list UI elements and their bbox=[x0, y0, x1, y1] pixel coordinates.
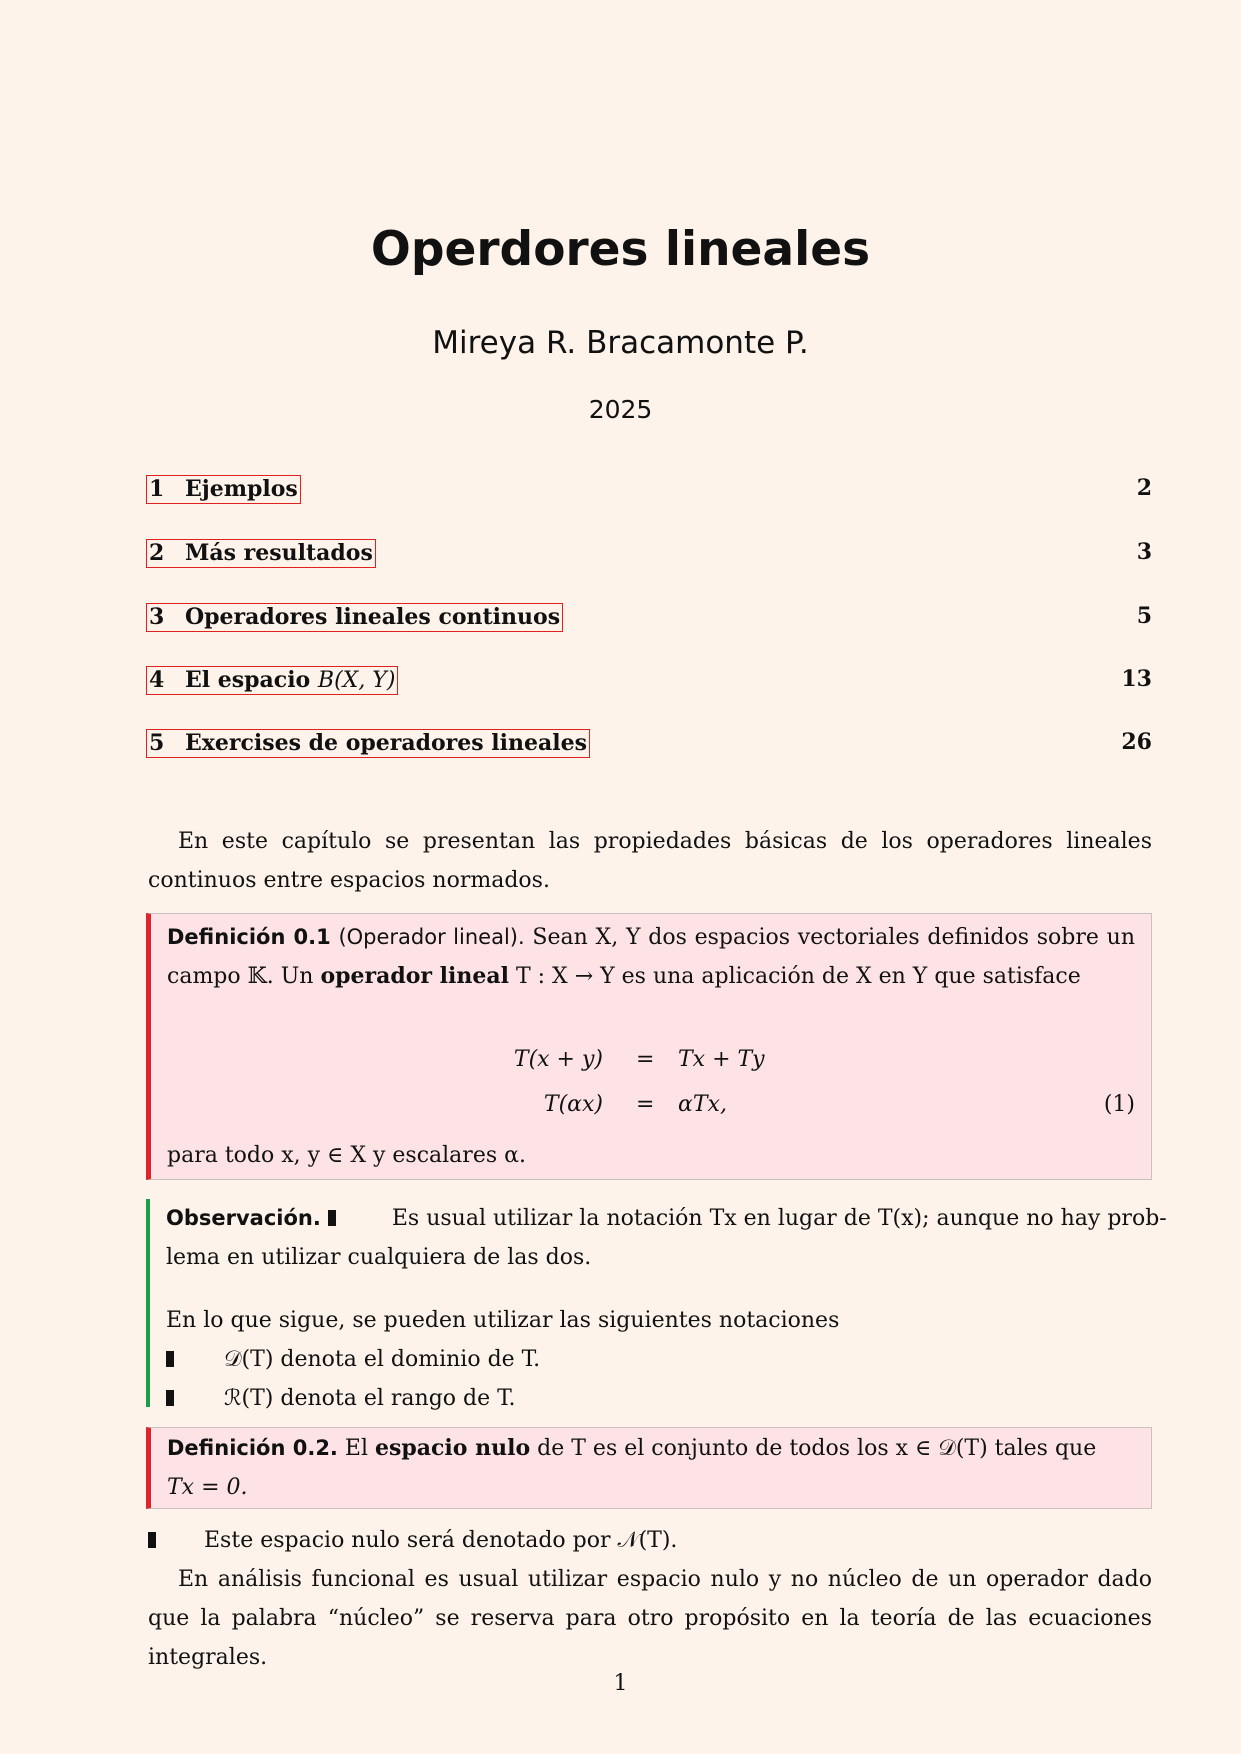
document-author: Mireya R. Bracamonte P. bbox=[432, 325, 809, 361]
document-title: Operdores lineales bbox=[370, 222, 871, 277]
equation-sign: = bbox=[636, 1092, 655, 1117]
toc-number: 4 bbox=[149, 667, 165, 693]
equation-number: (1) bbox=[1103, 1092, 1135, 1117]
square-bullet-icon bbox=[166, 1351, 174, 1367]
definition-term: espacio nulo bbox=[375, 1435, 531, 1461]
equation-left: T(αx) bbox=[543, 1092, 603, 1117]
intro-paragraph: En este capítulo se presentan las propiedades básicas de los operadores lineales continuos entre espacios normados. bbox=[148, 829, 1152, 893]
definition-line-text: campo 𝕂. Un bbox=[167, 964, 314, 989]
equation-left: T(x + y) bbox=[513, 1047, 603, 1072]
square-bullet-icon bbox=[166, 1390, 174, 1406]
toc-link-exercises[interactable] bbox=[146, 729, 590, 758]
toc-number: 5 bbox=[149, 730, 165, 756]
toc-number: 3 bbox=[149, 604, 165, 630]
toc-link-espacio-bxy[interactable] bbox=[146, 666, 398, 695]
list-item-text: 𝒟(T) denota el dominio de T. bbox=[224, 1347, 541, 1372]
toc-label: Operadores lineales continuos bbox=[185, 604, 561, 630]
note-line bbox=[148, 1521, 1152, 1560]
observation-label: Observación. bbox=[166, 1206, 321, 1230]
definition-line-text: Sean X, Y dos espacios vectoriales definidos sobre un bbox=[532, 925, 1135, 950]
note-text: Este espacio nulo será denotado por 𝒩(T). bbox=[204, 1528, 678, 1553]
definition-line bbox=[167, 918, 1135, 957]
list-item bbox=[166, 1379, 1152, 1418]
observation-line bbox=[166, 1199, 1167, 1238]
toc-link-mas-resultados[interactable] bbox=[146, 539, 376, 568]
definition-label: Definición 0.1 bbox=[167, 925, 331, 949]
definition-line bbox=[167, 957, 1135, 996]
toc-entry bbox=[146, 475, 1152, 505]
observation-text bbox=[166, 1199, 1167, 1418]
toc-label: Más resultados bbox=[185, 540, 373, 566]
definition-text bbox=[167, 1429, 1135, 1507]
square-bullet-icon bbox=[148, 1532, 156, 1548]
toc-label: Ejemplos bbox=[185, 476, 298, 502]
page-number: 1 bbox=[613, 1671, 628, 1696]
definition-line-text: T : X → Y es una aplicación de X en Y que satisface bbox=[515, 964, 1081, 989]
toc-page-number: 5 bbox=[1136, 603, 1152, 629]
equation-right: Tx + Ty bbox=[678, 1047, 765, 1072]
toc-page-number: 13 bbox=[1121, 666, 1152, 692]
definition-box bbox=[146, 913, 1152, 1180]
list-item-text: ℛ(T) denota el rango de T. bbox=[224, 1386, 516, 1411]
toc-entry bbox=[146, 729, 1152, 759]
square-bullet-icon bbox=[328, 1210, 336, 1226]
definition-label: Definición 0.2. bbox=[167, 1436, 338, 1460]
definition-line-text: El bbox=[344, 1436, 369, 1461]
definition-line-text: de T es el conjunto de todos los x ∈ 𝒟(T) tales que bbox=[537, 1436, 1097, 1461]
toc-entry bbox=[146, 603, 1152, 633]
observation-box bbox=[146, 1199, 1167, 1411]
toc-label-math: B(X, Y) bbox=[317, 668, 396, 693]
definition-box bbox=[146, 1427, 1152, 1509]
definition-closing: para todo x, y ∈ X y escalares α. bbox=[167, 1143, 526, 1168]
toc-label: Exercises de operadores lineales bbox=[185, 730, 587, 756]
equation-sign: = bbox=[636, 1047, 655, 1072]
definition-line: Tx = 0. bbox=[167, 1475, 248, 1500]
definition-text bbox=[167, 918, 1135, 996]
toc-label: El espacio bbox=[185, 667, 311, 693]
toc-page-number: 3 bbox=[1136, 539, 1152, 565]
list-item bbox=[166, 1340, 1152, 1379]
observation-line-text: Es usual utilizar la notación Tx en lugar de T(x); aunque no hay prob- bbox=[391, 1206, 1167, 1231]
toc-page-number: 26 bbox=[1121, 729, 1152, 755]
toc-entry bbox=[146, 666, 1152, 696]
document-year: 2025 bbox=[588, 395, 653, 424]
toc-link-ejemplos[interactable] bbox=[146, 475, 301, 504]
closing-paragraph: En análisis funcional es usual utilizar espacio nulo y no núcleo de un operador dado que la palabra “núcleo” se reserva para otro propósito en la teoría de las ecuaciones integrales. bbox=[148, 1567, 1152, 1670]
definition-subtitle: (Operador lineal). bbox=[338, 925, 525, 949]
toc-page-number: 2 bbox=[1136, 475, 1152, 501]
observation-line: lema en utilizar cualquiera de las dos. bbox=[166, 1245, 592, 1270]
toc-entry bbox=[146, 539, 1152, 569]
toc-number: 2 bbox=[149, 540, 165, 566]
toc-link-operadores-continuos[interactable] bbox=[146, 603, 563, 632]
definition-term: operador lineal bbox=[320, 963, 509, 989]
observation-line: En lo que sigue, se pueden utilizar las siguientes notaciones bbox=[166, 1308, 840, 1333]
toc-number: 1 bbox=[149, 476, 165, 502]
equation-right: αTx, bbox=[678, 1092, 727, 1117]
definition-line bbox=[167, 1429, 1135, 1468]
